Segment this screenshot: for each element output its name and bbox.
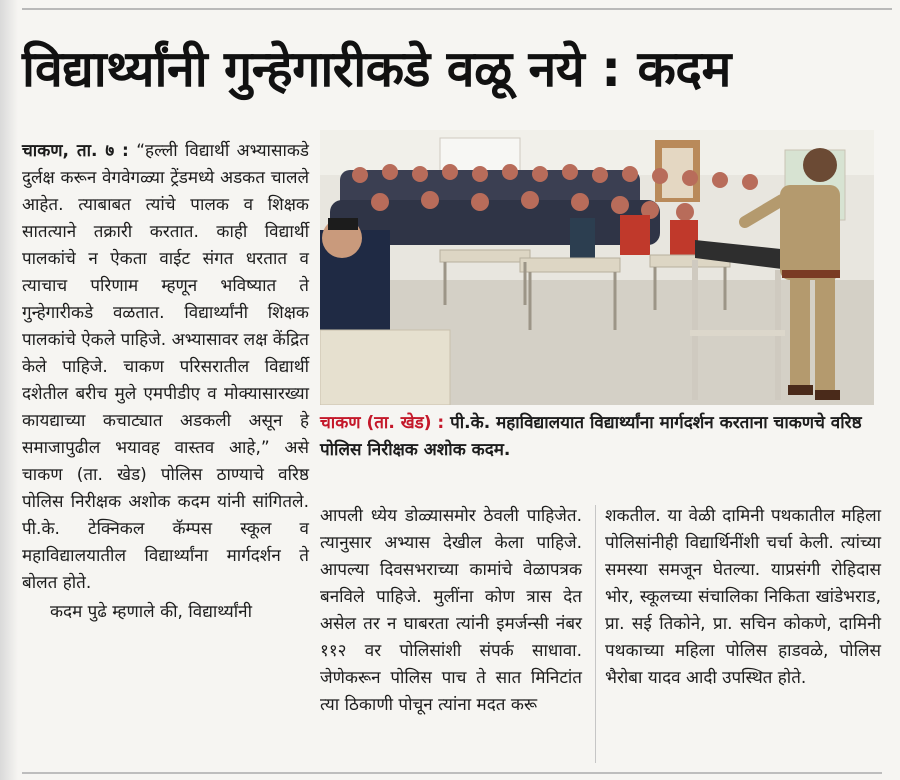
article-photo [320,130,874,405]
page-fold-shadow [0,0,18,780]
top-rule [22,8,892,10]
caption-place: चाकण (ता. खेड) : [320,413,445,433]
caption-text: पी.के. महाविद्यालयात विद्यार्थ्यांना मार्गदर्शन करताना चाकणचे वरिष्ठ पोलिस निरीक्षक अशोक कदम. [320,413,862,460]
article-column-1 [22,138,309,626]
second-paragraph: कदम पुढे म्हणाले की, विद्यार्थ्यांनी [50,602,252,622]
article-headline: विद्यार्थ्यांनी गुन्हेगारीकडे वळू नये : कदम [22,40,731,98]
column-3-text: शकतील. या वेळी दामिनी पथकातील महिला पोलिसांनीही विद्यार्थिनींशी चर्चा केली. त्यांच्या समस्या समजून घेतल्या. याप्रसंगी रोहिदास भोर, स्कूलच्या संचालिका निकिता खांडेभराड, प्रा. सई तिकोने, प्रा. सचिन कोकणे, दामिनी पथकाच्या महिला पोलिस हाडवळे, पोलिस भैरोबा यादव आदी उपस्थित होते. [605,506,881,688]
photo-caption [320,410,880,464]
column-divider [595,505,596,763]
article-column-3 [605,503,881,692]
bottom-rule [22,772,882,774]
dateline: चाकण, ता. ७ : [22,141,129,161]
classroom-photo-illustration [320,130,874,405]
paragraph-text: “हल्ली विद्यार्थी अभ्यासाकडे दुर्लक्ष करून वेगवेगळ्या ट्रेंडमध्ये अडकत चालले आहेत. त्याबाबत त्यांचे पालक व शिक्षक सातत्याने तक्रारी करतात. काही विद्यार्थी पालकांचे न ऐकता वाईट संगत धरतात व त्याचाच परिणाम म्हणून भविष्यात ते गुन्हेगारीकडे वळतात. विद्यार्थ्यांनी शिक्षक पालकांचे ऐकले पाहिजे. अभ्यासावर लक्ष केंद्रित केले पाहिजे. चाकण परिसरातील विद्यार्थी दशेतील बरीच मुले एमपीडीए व मोक्यासारख्या कायद्याच्या कचाट्यात अडकली असून हे समाजापुढील भयावह वास्तव आहे,” असे चाकण (ता. खेड) पोलिस ठाण्याचे वरिष्ठ पोलिस निरीक्षक अशोक कदम यांनी सांगितले. पी.के. टेक्निकल कॅम्पस स्कूल व महाविद्यालयातील विद्यार्थ्यांना मार्गदर्शन ते बोलत होते. [22,141,310,593]
column-2-text: आपली ध्येय डोळ्यासमोर ठेवली पाहिजेत. त्यानुसार अभ्यास देखील केला पाहिजे. आपल्या दिवसभराच्या कामांचे वेळापत्रक बनविले पाहिजे. मुलींना कोण त्रास देत असेल तर न घाबरता त्यांनी इमर्जन्सी नंबर ११२ वर पोलिसांशी संपर्क साधावा. जेणेकरून पोलिस पाच ते सात मिनिटांत त्या ठिकाणी पोचून त्यांना मदत करू [320,506,582,715]
article-column-2 [320,503,582,719]
first-paragraph [22,138,309,597]
